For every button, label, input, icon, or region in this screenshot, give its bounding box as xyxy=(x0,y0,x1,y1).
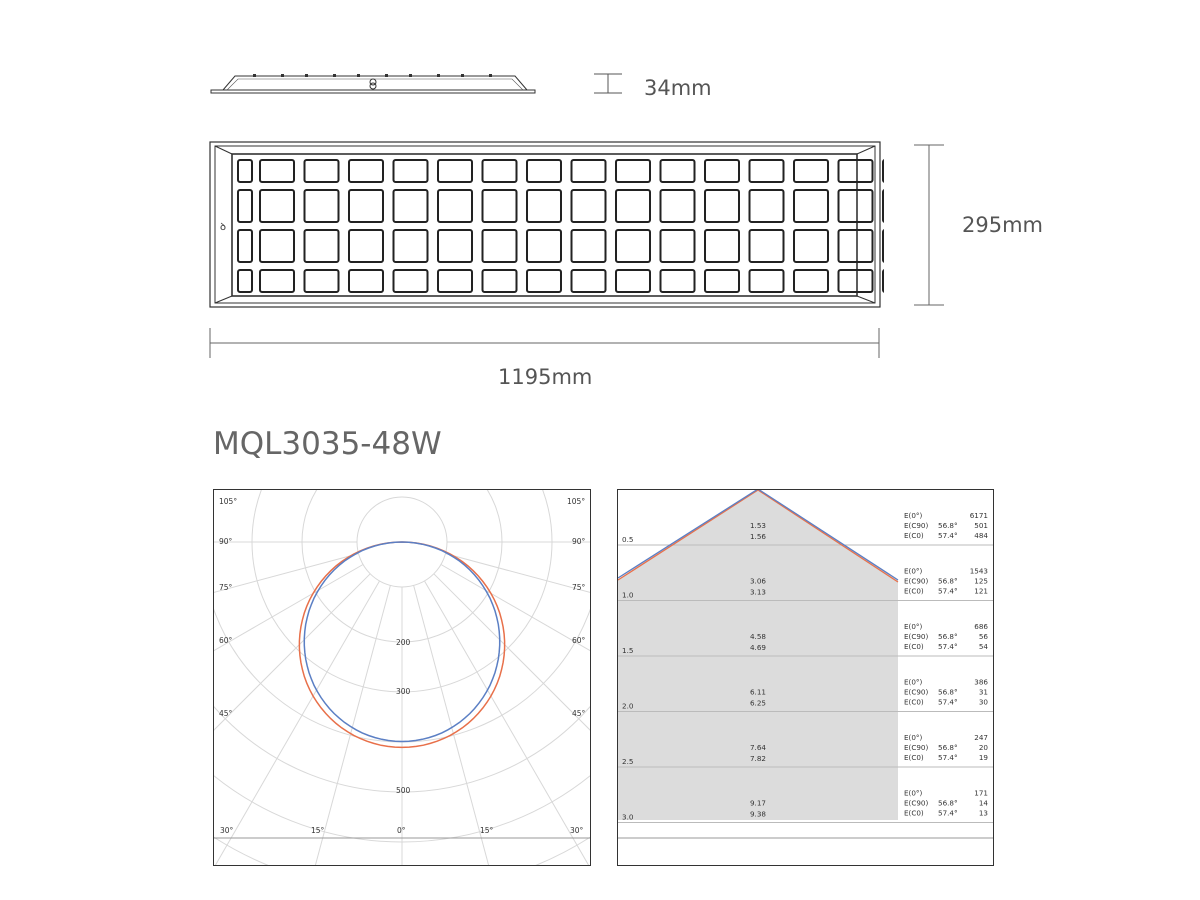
polar-right-angle-60: 60° xyxy=(572,636,586,645)
cone-ec90-angle: 56.8° xyxy=(938,687,958,697)
cone-e0-value: 247 xyxy=(974,733,988,742)
cone-ec90-value: 125 xyxy=(974,576,988,586)
cone-ec0-value: 19 xyxy=(978,753,988,762)
cone-ec90-angle: 56.8° xyxy=(938,798,958,808)
polar-right-angle-45: 45° xyxy=(572,709,586,718)
cone-ec90-value: 20 xyxy=(978,743,988,752)
cone-diameter-c90: 7.64 xyxy=(749,743,767,752)
cone-ec90-angle: 56.8° xyxy=(938,521,958,530)
cone-e0-label: E(0°) xyxy=(904,677,923,687)
polar-diagram-panel xyxy=(213,489,591,866)
cone-ec90-angle: 56.8° xyxy=(938,743,958,752)
height-dimension-marker xyxy=(592,72,624,96)
polar-radial-label-500: 500 xyxy=(396,786,411,795)
cone-ec90-value: 31 xyxy=(978,687,988,697)
polar-left-angle-60: 60° xyxy=(219,636,233,645)
cone-e0-value: 386 xyxy=(974,677,988,687)
model-title: MQL3035-48W xyxy=(213,426,442,462)
length-dimension-marker xyxy=(208,326,882,360)
length-dimension-label: 1195mm xyxy=(498,365,593,389)
cone-ec0-angle: 57.4° xyxy=(938,586,958,596)
polar-left-angle-105: 105° xyxy=(219,497,238,506)
cone-ec90-value: 56 xyxy=(978,632,988,641)
cone-diameter-c0: 4.69 xyxy=(749,643,767,652)
cone-ec90-angle: 56.8° xyxy=(938,632,958,641)
cone-height-label: 2.5 xyxy=(622,757,634,766)
cone-e0-label: E(0°) xyxy=(904,566,923,576)
cone-height-label: 1.5 xyxy=(622,646,634,655)
cone-ec90-value: 14 xyxy=(978,798,988,808)
cone-diameter-c90: 3.06 xyxy=(749,576,767,586)
polar-left-angle-30: 30° xyxy=(220,826,234,835)
cone-e0-label: E(0°) xyxy=(904,788,923,798)
cone-height-label: 1.0 xyxy=(622,590,634,600)
cone-ec90-value: 501 xyxy=(974,521,988,530)
polar-bottom-angle-15-right: 15° xyxy=(480,826,494,835)
cone-diameter-c90: 9.17 xyxy=(749,798,767,808)
polar-radial-label-300: 300 xyxy=(396,687,411,696)
cone-ec0-angle: 57.4° xyxy=(938,808,958,818)
cone-e0-label: E(0°) xyxy=(904,733,923,742)
top-view-drawing xyxy=(208,140,884,310)
cone-ec90-label: E(C90) xyxy=(904,798,929,808)
width-dimension-label: 295mm xyxy=(962,213,1043,237)
side-profile-drawing xyxy=(205,68,545,98)
cone-ec0-label: E(C0) xyxy=(904,586,924,596)
cone-e0-label: E(0°) xyxy=(904,511,923,520)
cone-ec0-label: E(C0) xyxy=(904,753,924,762)
cone-ec90-label: E(C90) xyxy=(904,687,929,697)
height-dimension-label: 34mm xyxy=(644,76,712,100)
cone-diameter-c0: 1.56 xyxy=(749,532,767,541)
polar-right-angle-90: 90° xyxy=(572,537,586,546)
cone-ec0-value: 54 xyxy=(978,642,988,651)
polar-left-angle-90: 90° xyxy=(219,537,233,546)
cone-ec0-label: E(C0) xyxy=(904,808,924,818)
cone-e0-value: 171 xyxy=(974,788,988,798)
cone-height-label: 0.5 xyxy=(622,535,634,544)
cone-diameter-c0: 6.25 xyxy=(749,698,767,708)
cone-ec90-label: E(C90) xyxy=(904,743,929,752)
cone-ec90-label: E(C90) xyxy=(904,576,929,586)
cone-ec0-value: 484 xyxy=(974,531,988,540)
width-dimension-marker xyxy=(912,144,946,308)
cone-ec0-label: E(C0) xyxy=(904,531,924,540)
cone-ec0-label: E(C0) xyxy=(904,697,924,707)
svg-text:ꝺ: ꝺ xyxy=(220,222,226,233)
polar-right-angle-105: 105° xyxy=(567,497,586,506)
cone-e0-label: E(0°) xyxy=(904,622,923,631)
cone-diameter-c90: 1.53 xyxy=(749,521,767,530)
polar-bottom-angle-15-left: 15° xyxy=(311,826,325,835)
cone-ec0-angle: 57.4° xyxy=(938,642,958,651)
cone-ec90-angle: 56.8° xyxy=(938,576,958,586)
polar-left-angle-75: 75° xyxy=(219,583,233,592)
polar-right-angle-30: 30° xyxy=(570,826,584,835)
cone-diameter-c90: 4.58 xyxy=(749,632,767,641)
illuminance-cone-panel xyxy=(617,489,994,866)
polar-right-angle-75: 75° xyxy=(572,583,586,592)
cone-height-label: 2.0 xyxy=(622,701,634,711)
cone-diameter-c0: 3.13 xyxy=(749,587,767,597)
cone-ec0-value: 121 xyxy=(974,586,988,596)
cone-e0-value: 6171 xyxy=(969,511,988,520)
polar-bottom-angle-0: 0° xyxy=(397,826,406,835)
cone-ec0-value: 13 xyxy=(978,808,988,818)
cone-e0-value: 686 xyxy=(974,622,988,631)
cone-diameter-c0: 7.82 xyxy=(749,754,767,763)
cone-height-label: 3.0 xyxy=(622,812,634,822)
cone-e0-value: 1543 xyxy=(969,566,988,576)
polar-left-angle-45: 45° xyxy=(219,709,233,718)
cone-ec0-label: E(C0) xyxy=(904,642,924,651)
cone-diameter-c90: 6.11 xyxy=(749,687,767,697)
polar-diagram xyxy=(214,490,590,865)
cone-ec0-value: 30 xyxy=(978,697,988,707)
cone-ec0-angle: 57.4° xyxy=(938,697,958,707)
cone-ec90-label: E(C90) xyxy=(904,521,929,530)
illuminance-cone-diagram xyxy=(618,490,993,865)
polar-radial-label-200: 200 xyxy=(396,638,411,647)
cone-ec90-label: E(C90) xyxy=(904,632,929,641)
cone-ec0-angle: 57.4° xyxy=(938,531,958,540)
cone-diameter-c0: 9.38 xyxy=(749,809,767,819)
cone-ec0-angle: 57.4° xyxy=(938,753,958,762)
